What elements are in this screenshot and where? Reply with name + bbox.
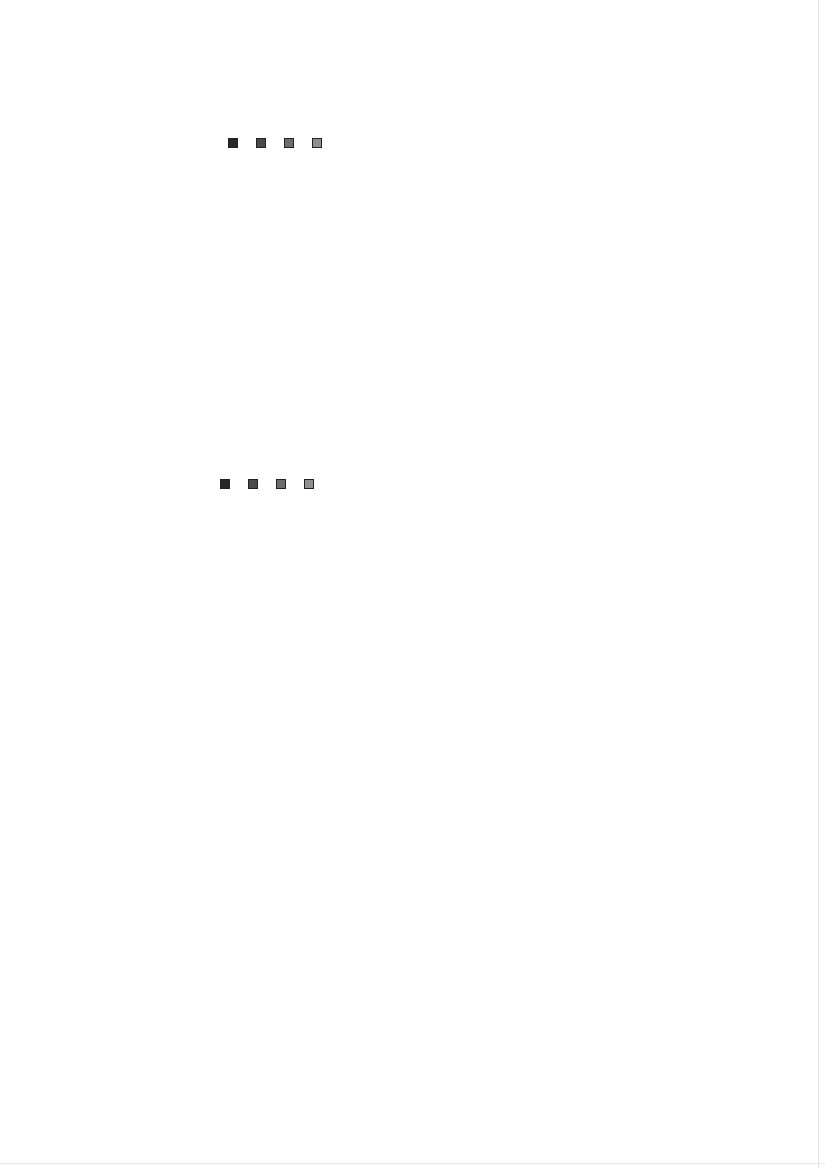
legend-item-2005-2007 <box>284 138 298 148</box>
legend-item-2003-2005 <box>228 138 242 148</box>
figure-3-legend <box>228 138 326 148</box>
legend-item-2004-2006 <box>256 138 270 148</box>
figure-4-chart <box>112 502 617 724</box>
legend-item-2003-2005 <box>220 479 234 489</box>
legend-swatch <box>304 479 314 489</box>
legend-item-2006-2008 <box>304 479 318 489</box>
legend-item-2004-2006 <box>248 479 262 489</box>
legend-swatch <box>228 138 238 148</box>
legend-swatch <box>248 479 258 489</box>
legend-swatch <box>220 479 230 489</box>
legend-swatch <box>276 479 286 489</box>
page-bottom-edge <box>0 1163 825 1164</box>
legend-item-2005-2007 <box>276 479 290 489</box>
legend-swatch <box>312 138 322 148</box>
legend-item-2006-2008 <box>312 138 326 148</box>
figure-3-chart <box>120 160 620 385</box>
page-edge <box>818 0 819 1168</box>
figure-4-legend <box>220 479 318 489</box>
legend-swatch <box>256 138 266 148</box>
legend-swatch <box>284 138 294 148</box>
